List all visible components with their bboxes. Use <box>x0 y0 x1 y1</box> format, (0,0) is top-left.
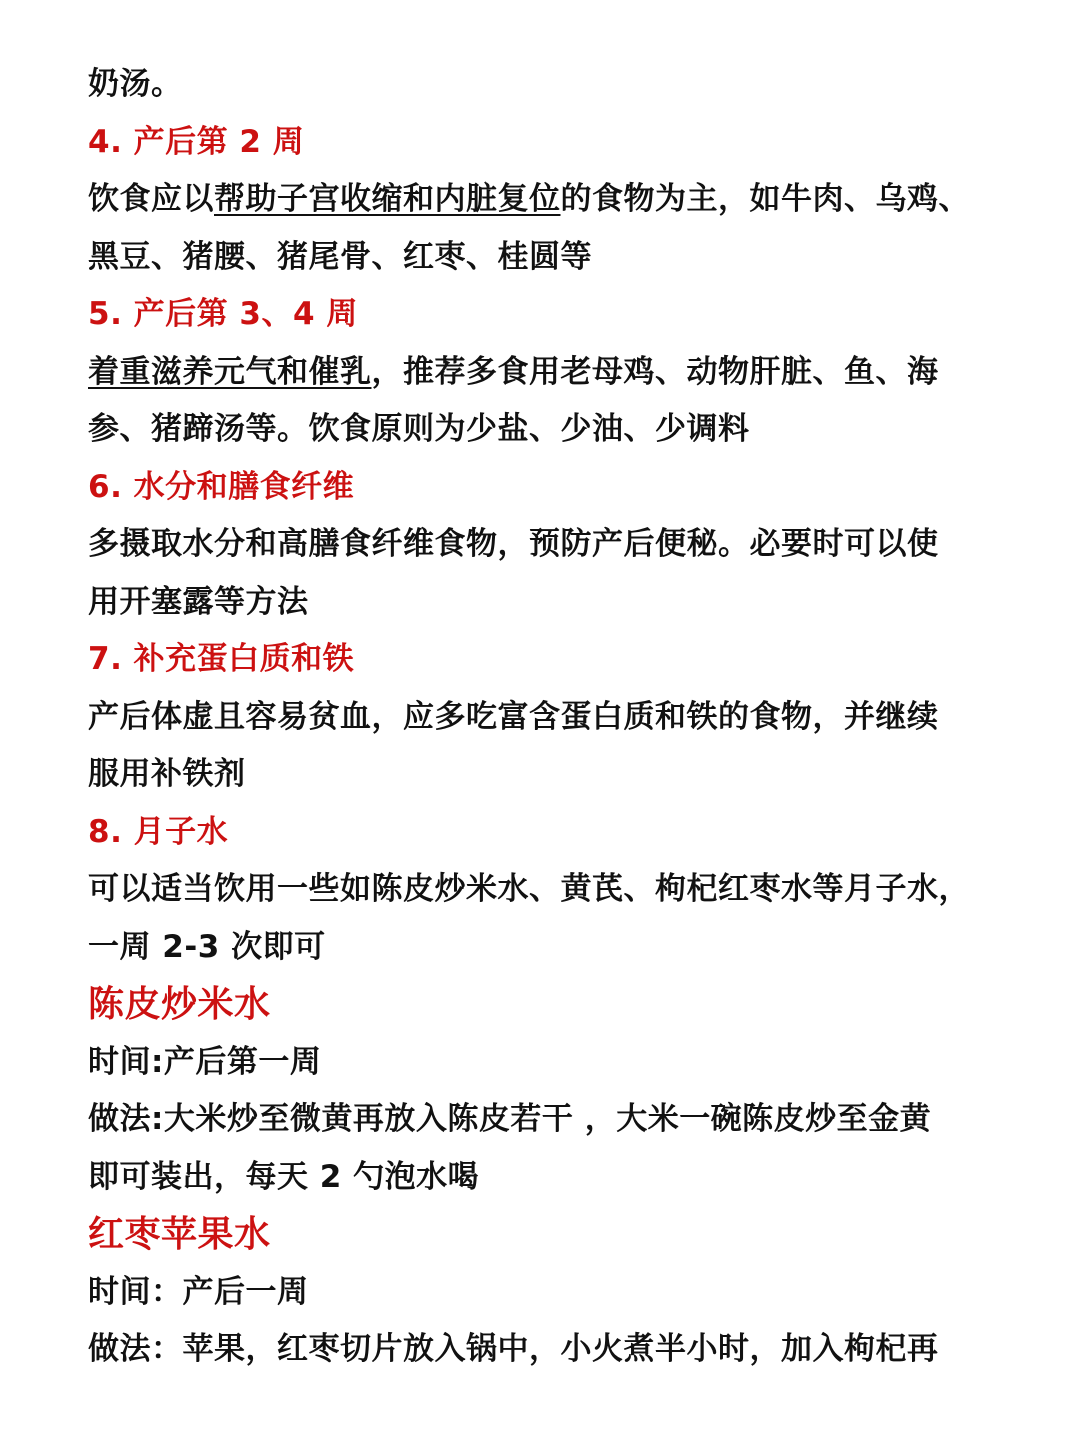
text-span: 产后体虚且容易贫血，应多吃富含蛋白质和铁的食物，并继续 <box>88 698 939 735</box>
paragraph-line <box>88 861 998 919</box>
text-span: 可以适当饮用一些如陈皮炒米水、黄芪、枸杞红枣水等月子水， <box>88 871 970 907</box>
heading-text: 5. 产后第 3、4 周 <box>88 296 358 332</box>
heading-text: 6. 水分和膳食纤维 <box>88 468 355 505</box>
paragraph-line <box>88 1321 998 1379</box>
text-span: 的食物为主，如牛肉、乌鸡、 <box>560 181 970 217</box>
recipe-title-jujube-apple-water <box>88 1206 998 1264</box>
section-heading-confinement-water <box>88 804 998 862</box>
paragraph-line <box>88 401 998 459</box>
paragraph-line <box>88 919 998 977</box>
recipe-title-text: 红枣苹果水 <box>88 1214 271 1255</box>
section-heading-week2 <box>88 114 998 172</box>
recipe-title-tangerine-rice-water <box>88 976 998 1034</box>
text-span: 做法：苹果，红枣切片放入锅中，小火煮半小时，加入枸杞再 <box>88 1331 939 1367</box>
paragraph-line <box>88 574 998 632</box>
paragraph-line <box>88 1149 998 1207</box>
underlined-text: 帮助子宫收缩和内脏复位 <box>214 181 561 217</box>
text-span: 即可装出，每天 2 勺泡水喝 <box>88 1158 480 1195</box>
section-heading-water-fiber <box>88 459 998 517</box>
paragraph-line <box>88 1264 998 1322</box>
text-span: 参、猪蹄汤等。饮食原则为少盐、少油、少调料 <box>88 411 750 447</box>
paragraph-line <box>88 344 998 402</box>
underlined-text: 着重滋养元气和催乳 <box>88 353 372 390</box>
text-span: 服用补铁剂 <box>88 756 246 792</box>
text-span: 做法:大米炒至微黄再放入陈皮若干 ，大米一碗陈皮炒至金黄 <box>88 1101 932 1137</box>
text-span: 奶汤。 <box>88 66 183 102</box>
text-span: 多摄取水分和高膳食纤维食物，预防产后便秘。必要时可以使 <box>88 526 939 562</box>
paragraph-line <box>88 1091 998 1149</box>
text-span: 时间：产后一周 <box>88 1273 309 1310</box>
recipe-title-text: 陈皮炒米水 <box>88 984 271 1025</box>
paragraph-line <box>88 171 998 229</box>
heading-text: 8. 月子水 <box>88 813 229 850</box>
text-span: 黑豆、猪腰、猪尾骨、红枣、桂圆等 <box>88 238 592 275</box>
section-heading-protein-iron <box>88 631 998 689</box>
text-span: 饮食应以 <box>88 181 214 217</box>
heading-text: 7. 补充蛋白质和铁 <box>88 641 355 677</box>
paragraph-line <box>88 229 998 287</box>
text-span: 时间:产后第一周 <box>88 1043 322 1080</box>
paragraph-line <box>88 1034 998 1092</box>
paragraph-line <box>88 746 998 804</box>
article-content <box>88 56 998 1379</box>
section-heading-week3-4 <box>88 286 998 344</box>
paragraph-line <box>88 689 998 747</box>
text-span: 用开塞露等方法 <box>88 583 309 620</box>
text-span: 一周 2-3 次即可 <box>88 928 326 965</box>
text-span: ，推荐多食用老母鸡、动物肝脏、鱼、海 <box>371 353 939 390</box>
paragraph-line <box>88 56 998 114</box>
heading-text: 4. 产后第 2 周 <box>88 123 305 160</box>
paragraph-line <box>88 516 998 574</box>
